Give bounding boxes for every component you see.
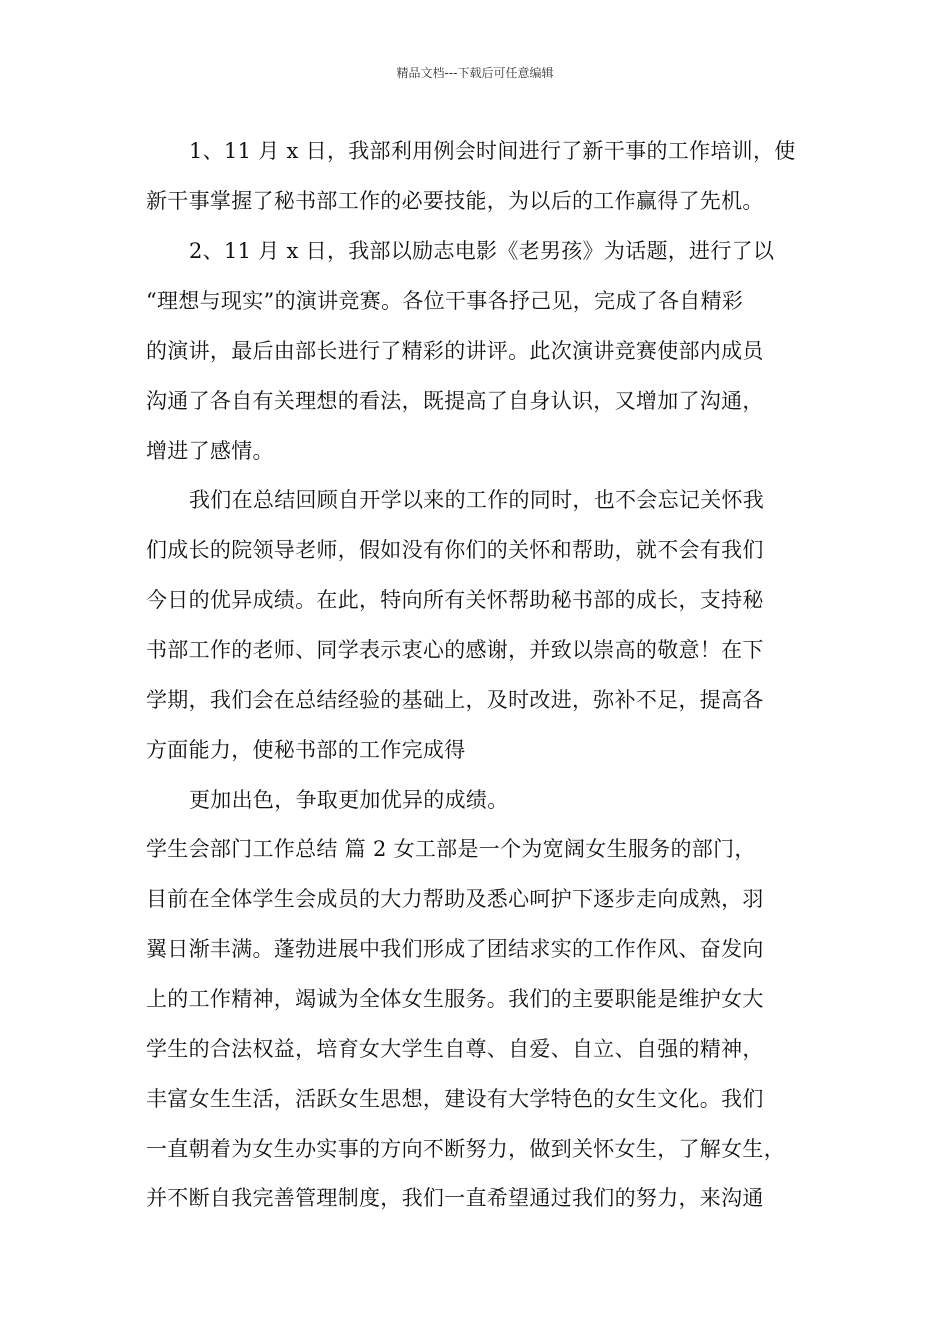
text-line: 一直朝着为女生办实事的方向不断努力，做到关怀女生，了解女生， [146, 1137, 785, 1161]
text-line: 丰富女生生活，活跃女生思想，建设有大学特色的女生文化。我们 [146, 1087, 764, 1111]
text-line: 更加出色，争取更加优异的成绩。 [189, 788, 509, 812]
text-line: 翼日渐丰满。蓬勃进展中我们形成了团结求实的工作作风、奋发向 [146, 937, 764, 961]
text-line: 目前在全体学生会成员的大力帮助及悉心呵护下逐步走向成熟，羽 [146, 887, 764, 911]
text-line: 沟通了各自有关理想的看法，既提高了自身认识，又增加了沟通， [146, 389, 764, 413]
text-line: 我们在总结回顾自开学以来的工作的同时，也不会忘记关怀我 [189, 488, 765, 512]
text-line: 书部工作的老师、同学表示衷心的感谢，并致以崇高的敬意！在下 [146, 638, 764, 662]
page-header: 精品文档---下载后可任意编辑 [396, 66, 554, 80]
text-line: 2、11 月 x 日，我部以励志电影《老男孩》为话题，进行了以 [189, 239, 775, 263]
text-line: 新干事掌握了秘书部工作的必要技能，为以后的工作赢得了先机。 [146, 189, 764, 213]
text-line: 的演讲，最后由部长进行了精彩的讲评。此次演讲竞赛使部内成员 [146, 339, 764, 363]
text-line: 学期，我们会在总结经验的基础上，及时改进，弥补不足，提高各 [146, 688, 764, 712]
text-line: “理想与现实”的演讲竞赛。各位干事各抒己见，完成了各自精彩 [146, 289, 744, 313]
text-line: 增进了感情。 [146, 439, 274, 463]
text-line: 方面能力，使秘书部的工作完成得 [146, 738, 466, 762]
text-line: 学生会部门工作总结 篇 2 女工部是一个为宽阔女生服务的部门， [146, 837, 756, 861]
text-line: 们成长的院领导老师，假如没有你们的关怀和帮助，就不会有我们 [146, 538, 764, 562]
text-line: 上的工作精神，竭诚为全体女生服务。我们的主要职能是维护女大 [146, 987, 764, 1011]
text-line: 学生的合法权益，培育女大学生自尊、自爱、自立、自强的精神， [146, 1037, 764, 1061]
text-line: 1、11 月 x 日，我部利用例会时间进行了新干事的工作培训，使 [189, 139, 796, 163]
text-line: 并不断自我完善管理制度，我们一直希望通过我们的努力，来沟通 [146, 1186, 764, 1210]
text-line: 今日的优异成绩。在此，特向所有关怀帮助秘书部的成长，支持秘 [146, 588, 764, 612]
